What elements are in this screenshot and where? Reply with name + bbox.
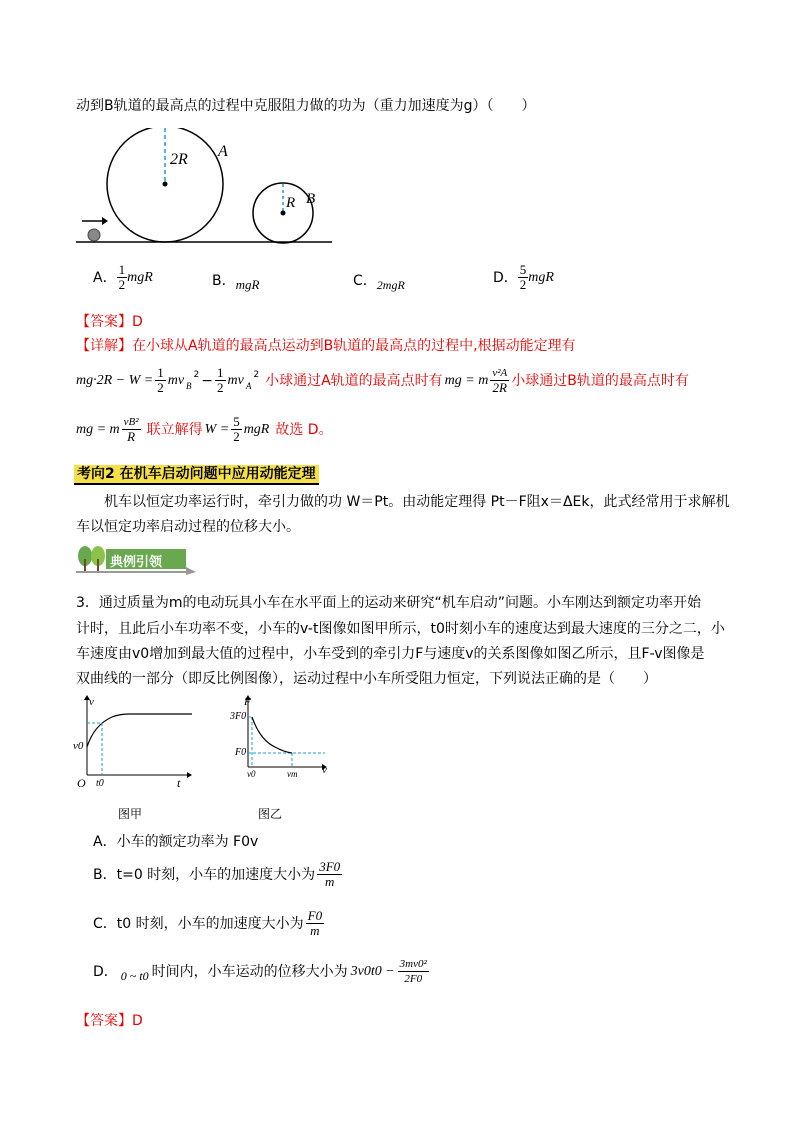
fv-3f0-label: 3F0: [230, 711, 247, 722]
vt-v0-label: v0: [73, 740, 84, 752]
fv-vm-label: vm: [287, 769, 298, 779]
q2-figure: [74, 128, 334, 248]
vt-t0-label: t0: [96, 778, 104, 789]
big-circle-name: A: [218, 143, 228, 160]
example-badge: 典例引领: [76, 545, 196, 575]
fv-x-label: v: [322, 764, 327, 776]
q2-option-a[interactable]: A． $\frac{1}{2}$ mgR: [93, 262, 153, 292]
fv-caption: 图乙: [258, 807, 283, 821]
vt-caption: 图甲: [118, 807, 143, 821]
section-title: 考向2 在机车启动问题中应用动能定理: [74, 465, 319, 483]
q2-eq2: mg = m $\frac{\text{vB²}}{R}$ 联立解得 W = $\frac{5}{2}$ mgR 故选 D。: [76, 414, 333, 444]
q3-line-1: 3．通过质量为m的电动玩具小车在水平面上的运动来研究“机车启动”问题。小车刚达到额定功率开始: [76, 595, 702, 611]
big-radius-label: 2R: [170, 151, 188, 168]
q2-option-b[interactable]: B．mgR: [212, 273, 260, 292]
q3-line-2: 计时，且此后小车功率不变，小车的v-t图像如图甲所示，t0时刻小车的速度达到最大速度的三分之二，小: [76, 621, 725, 637]
vt-y-label: v: [89, 696, 94, 708]
q3-option-d[interactable]: D． 0 ~ t0 时间内，小车运动的位移大小为 3v0t0 − $\frac{\text{3mv0²}}{2F0}$: [93, 958, 427, 985]
q3-option-b[interactable]: B．t=0 时刻，小车的加速度大小为 $\frac{3F0}{m}$: [93, 859, 341, 889]
vt-origin: O: [77, 776, 86, 790]
q2-stem-line: 动到B轨道的最高点的过程中克服阻力做的功为（重力加速度为g）（ ）: [76, 98, 536, 114]
q2-answer: 【答案】D: [76, 314, 143, 330]
q2-eq1: mg·2R − W = $\frac{1}{2}$ mv B 2 − $\frac{1}{2}$ mv A 2 小球通过A轨道的最高点时有 mg = m $\frac{\text{v²A}}{2R}$ 小球通过B轨道的最高点时有: [76, 365, 689, 395]
q2-detail: 【详解】在小球从A轨道的最高点运动到B轨道的最高点的过程中,根据动能定理有: [76, 338, 576, 354]
fv-f0-label: F0: [235, 747, 247, 758]
q3-line-4: 双曲线的一部分（即反比例图像），运动过程中小车所受阻力恒定，下列说法正确的是（ ）: [76, 671, 657, 687]
small-radius-label: R: [286, 195, 296, 211]
section-para-2: 车以恒定功率启动过程的位移大小。: [76, 519, 300, 535]
small-circle-name: B: [306, 191, 316, 207]
fv-y-label: F: [244, 696, 251, 708]
q3-answer: 【答案】D: [76, 1013, 143, 1029]
q2-option-d[interactable]: D． $\frac{5}{2}$ mgR: [493, 262, 554, 292]
q3-option-c[interactable]: C．t0 时刻，小车的加速度大小为 $\frac{F0}{m}$: [93, 908, 323, 938]
vt-graph: [72, 695, 192, 795]
section-para-1: 机车以恒定功率运行时，牵引力做的功 W＝Pt。由动能定理得 Pt－F阻x＝ΔEk，此式经常用于求解机: [104, 494, 730, 510]
vt-x-label: t: [177, 776, 181, 790]
q3-line-3: 车速度由v0增加到最大值的过程中，小车受到的牵引力F与速度v的关系图像如图乙所示，且F-v图像是: [76, 646, 705, 662]
q2-option-c[interactable]: C．2mgR: [353, 273, 405, 292]
fv-v0-label: v0: [247, 769, 256, 779]
q3-option-a[interactable]: A．小车的额定功率为 F0v: [93, 834, 259, 850]
fv-graph: [230, 695, 330, 785]
